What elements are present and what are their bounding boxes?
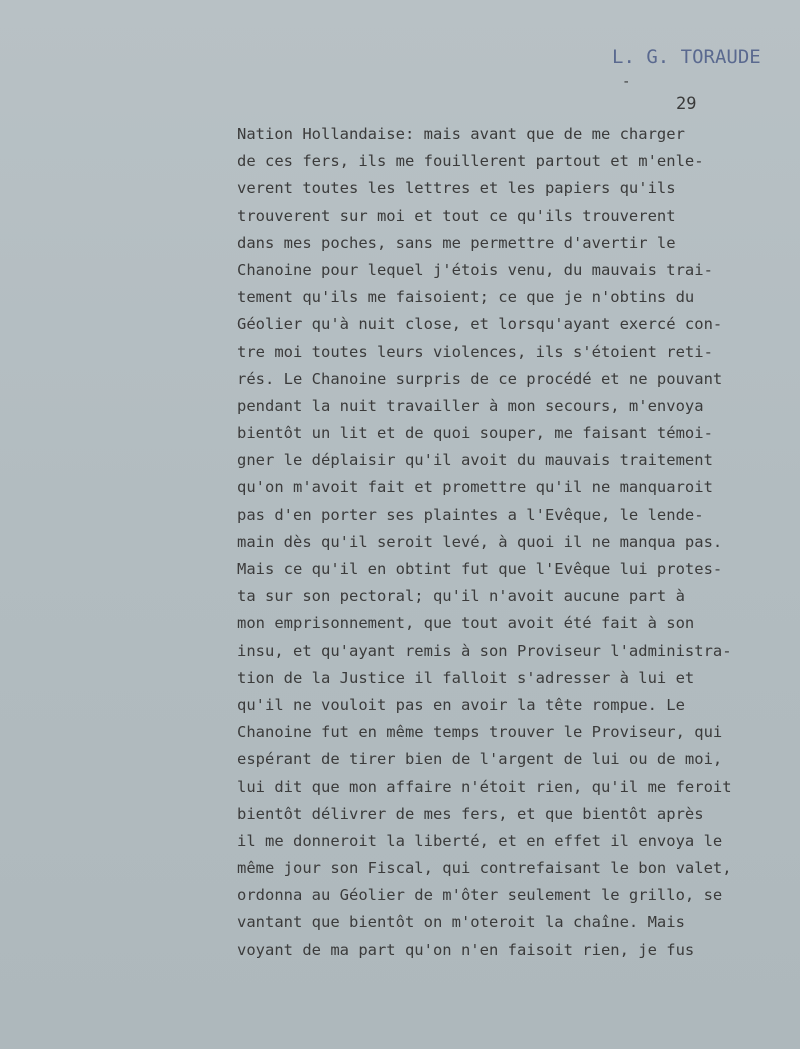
text-line: Mais ce qu'il en obtint fut que l'Evêque lui protes- bbox=[237, 560, 723, 578]
text-line: il me donneroit la liberté, et en effet il envoya le bbox=[237, 831, 723, 850]
text-line: de ces fers, ils me fouillerent partout et m'enle- bbox=[237, 152, 704, 171]
header-dash: - bbox=[622, 74, 631, 90]
text-line: tement qu'ils me faisoient; ce que je n'obtins du bbox=[237, 288, 695, 307]
owner-stamp: L. G. TORAUDE bbox=[612, 46, 761, 68]
text-line: pas d'en porter ses plaintes a l'Evêque, le lende- bbox=[237, 505, 704, 524]
body-text bbox=[237, 121, 797, 964]
text-line: ordonna au Géolier de m'ôter seulement le grillo, se bbox=[237, 886, 723, 905]
text-line: qu'il ne vouloit pas en avoir la tête rompue. Le bbox=[237, 695, 685, 714]
text-line: dans mes poches, sans me permettre d'avertir le bbox=[237, 233, 676, 252]
text-line: ta sur son pectoral; qu'il n'avoit aucune part à bbox=[237, 587, 685, 606]
text-line: Nation Hollandaise: mais avant que de me charger bbox=[237, 125, 685, 143]
text-line: Chanoine pour lequel j'étois venu, du mauvais trai- bbox=[237, 260, 713, 279]
text-line: bientôt un lit et de quoi souper, me faisant témoi- bbox=[237, 424, 713, 443]
text-line: qu'on m'avoit fait et promettre qu'il ne manquaroit bbox=[237, 478, 713, 497]
text-line: lui dit que mon affaire n'étoit rien, qu'il me feroit bbox=[237, 777, 732, 796]
text-line: main dès qu'il seroit levé, à quoi il ne manqua pas. bbox=[237, 532, 723, 551]
text-line: Géolier qu'à nuit close, et lorsqu'ayant exercé con- bbox=[237, 315, 723, 334]
text-line: trouverent sur moi et tout ce qu'ils trouverent bbox=[237, 206, 676, 225]
text-line: rés. Le Chanoine surpris de ce procédé et ne pouvant bbox=[237, 369, 723, 388]
text-line: vantant que bientôt on m'oteroit la chaîne. Mais bbox=[237, 913, 685, 932]
text-line: tion de la Justice il falloit s'adresser à lui et bbox=[237, 668, 695, 687]
text-line: mon emprisonnement, que tout avoit été fait à son bbox=[237, 614, 695, 633]
text-line: verent toutes les lettres et les papiers qu'ils bbox=[237, 179, 676, 198]
text-line: Chanoine fut en même temps trouver le Proviseur, qui bbox=[237, 723, 723, 742]
text-line: voyant de ma part qu'on n'en faisoit rien, je fus bbox=[237, 940, 695, 959]
text-line: pendant la nuit travailler à mon secours, m'envoya bbox=[237, 396, 704, 415]
text-line: même jour son Fiscal, qui contrefaisant le bon valet, bbox=[237, 859, 732, 878]
text-line: espérant de tirer bien de l'argent de lui ou de moi, bbox=[237, 750, 723, 769]
text-line: gner le déplaisir qu'il avoit du mauvais traitement bbox=[237, 451, 713, 470]
page-number: 29 bbox=[676, 94, 697, 114]
text-line: bientôt délivrer de mes fers, et que bientôt après bbox=[237, 804, 704, 823]
text-line: insu, et qu'ayant remis à son Proviseur l'administra- bbox=[237, 641, 732, 660]
text-line: tre moi toutes leurs violences, ils s'étoient reti- bbox=[237, 342, 713, 361]
